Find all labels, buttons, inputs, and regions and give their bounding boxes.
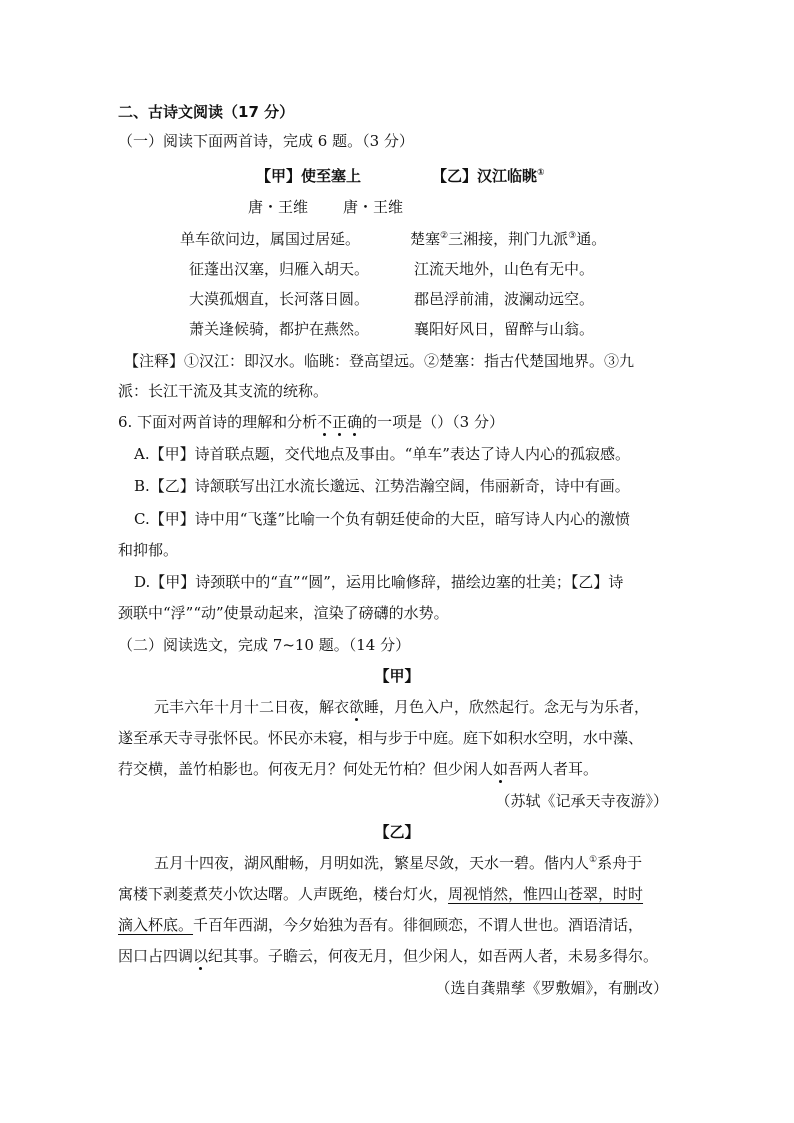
- emphasis-char: 如: [493, 760, 509, 778]
- emphasis-char: 确: [347, 413, 363, 431]
- option-c: C.【甲】诗中用“飞蓬”比喻一个负有朝廷使命的大臣，暗写诗人内心的激愤: [134, 510, 631, 528]
- emphasis-char: 不: [317, 413, 333, 431]
- option-c-cont: 和抑郁。: [118, 541, 179, 559]
- annotation-line: 【注释】①汉江：即汉水。临眺：登高望远。②楚塞：指古代楚国地界。③九: [124, 352, 635, 370]
- option-d: D.【甲】诗颈联中的“直”“圆”，运用比喻修辞，描绘边塞的壮美；【乙】诗: [134, 573, 624, 591]
- poem-a-author: 唐・王维: [248, 198, 309, 216]
- text-a-line: 元丰六年十月十二日夜，解衣欲睡，月色入户，欣然起行。念无与为乐者，: [154, 698, 650, 716]
- emphasis-char: 以: [193, 947, 209, 965]
- underlined-sentence: 滴入杯底。: [118, 916, 194, 934]
- option-d-cont: 颈联中“浮”“动”使景动起来，渲染了磅礴的水势。: [118, 604, 449, 622]
- section-title: 二、古诗文阅读（17 分）: [118, 103, 295, 121]
- underlined-sentence: 周视悄然，惟四山苍翠，时时: [448, 885, 644, 903]
- poem-a-line: 大漠孤烟直，长河落日圆。: [189, 290, 370, 308]
- text-b-label: 【乙】: [374, 823, 420, 841]
- poem-a-line: 单车欲问边，属国过居延。: [180, 230, 361, 248]
- text-b-line: 五月十四夜，湖风酣畅，月明如洗，繁星尽敛，天水一碧。偕内人①系舟于: [154, 854, 643, 872]
- question-6: 6. 下面对两首诗的理解和分析不正确的一项是（）（3 分）: [118, 413, 504, 431]
- text-a-source: （苏轼《记承天寺夜游》）: [495, 792, 668, 810]
- part1-instruction: （一）阅读下面两首诗，完成 6 题。（3 分）: [118, 132, 414, 150]
- poem-a-line: 征蓬出汉塞，归雁入胡天。: [189, 260, 370, 278]
- poem-b-title: 【乙】汉江临眺①: [432, 167, 545, 185]
- poem-b-line: 江流天地外，山色有无中。: [414, 260, 595, 278]
- text-b-line: 寓楼下剥菱煮芡小饮达曙。人声既绝，楼台灯火，周视悄然，惟四山苍翠，时时: [118, 885, 644, 903]
- text-b-line: 因口占四调以纪其事。子瞻云，何夜无月，但少闲人，如吾两人者，未易多得尔。: [118, 947, 659, 965]
- part2-instruction: （二）阅读选文，完成 7~10 题。（14 分）: [118, 636, 411, 654]
- emphasis-char: 正: [332, 413, 348, 431]
- poem-b-line: 襄阳好风日，留醉与山翁。: [414, 320, 595, 338]
- option-a: A.【甲】诗首联点题，交代地点及事由。“单车”表达了诗人内心的孤寂感。: [134, 445, 630, 463]
- poem-b-line: 楚塞②三湘接，荆门九派③通。: [410, 230, 607, 248]
- option-b: B.【乙】诗颔联写出江水流长邈远、江势浩瀚空阔，伟丽新奇，诗中有画。: [134, 477, 630, 495]
- poem-b-author: 唐・王维: [343, 198, 404, 216]
- poem-a-title: 【甲】使至塞上: [256, 167, 362, 185]
- emphasis-char: 欲: [349, 698, 365, 716]
- text-a-line: 荇交横，盖竹柏影也。何夜无月？何处无竹柏？但少闲人如吾两人者耳。: [118, 760, 599, 778]
- text-b-line: 滴入杯底。千百年西湖，今夕始独为吾有。徘徊顾恋，不谓人世也。酒语清话，: [118, 916, 644, 934]
- text-a-line: 遂至承天寺寻张怀民。怀民亦未寝，相与步于中庭。庭下如积水空明，水中藻、: [118, 729, 644, 747]
- annotation-line: 派：长江干流及其支流的统称。: [118, 382, 329, 400]
- footnote-marker: ①: [537, 168, 545, 178]
- poem-b-line: 郡邑浮前浦，波澜动远空。: [414, 290, 595, 308]
- poem-a-line: 萧关逢候骑，都护在燕然。: [189, 320, 370, 338]
- text-a-label: 【甲】: [374, 667, 420, 685]
- text-b-source: （选自龚鼎孳《罗敷媚》，有删改）: [435, 979, 668, 997]
